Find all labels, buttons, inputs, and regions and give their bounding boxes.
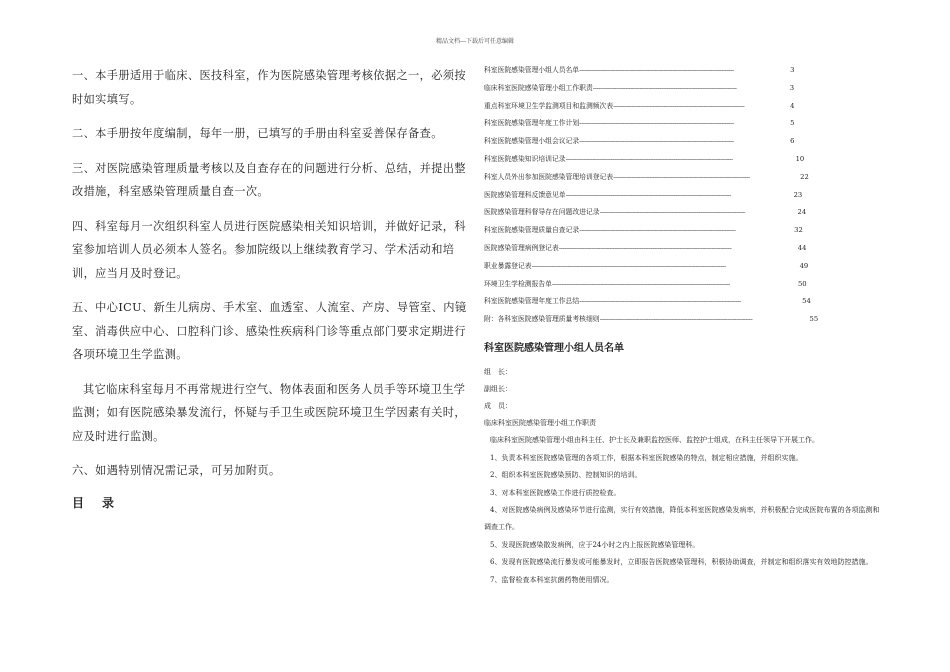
toc-leader: --------------------------------------------------------------------------------- (599, 208, 746, 217)
toc-item-title: 医院感染管理科督导存在问题改进记录 (484, 208, 600, 217)
toc-heading: 目录 (72, 495, 133, 510)
instruction-paragraph-1: 一、本手册适用于临床、医技科室，作为医院感染管理考核依据之一，必须按时如实填写。 (72, 69, 466, 106)
toc-item-title: 科室人员外出参加医院感染管理培训登记表 (484, 172, 614, 181)
toc-item[interactable] (484, 311, 880, 329)
toc-item-title: 科室医院感染管理质量自查记录 (484, 226, 580, 235)
toc-item[interactable] (484, 222, 880, 240)
toc-item-page: 50 (797, 279, 807, 288)
toc-leader: --------------------------------------------------------------------------------------------- (565, 154, 733, 163)
duty-item: 1、负责本科室医院感染管理的各项工作，根据本科室医院感染的特点，制定相应措施，并组织实施。 (490, 453, 803, 462)
toc-item-page: 55 (809, 315, 819, 324)
toc-leader: ------------------------------------------------------------------------- (613, 101, 745, 110)
toc-item[interactable] (484, 62, 880, 80)
toc-item-title: 重点科室环境卫生学监测项目和监测频次表 (484, 101, 614, 110)
duty-item: 3、对本科室医院感染工作进行质控检查。 (490, 488, 621, 497)
toc-leader: -------------------------------------------------------------------------------------- (579, 119, 734, 128)
toc-item-title: 医院感染管理科反馈意见单 (484, 190, 566, 199)
toc-item-page: 3 (790, 66, 795, 74)
toc-item-page: 44 (797, 243, 807, 252)
toc-item[interactable] (484, 80, 880, 98)
toc-item-title: 科室医院感染管理年度工作总结 (484, 297, 580, 306)
toc-item-page: 4 (790, 101, 795, 110)
instruction-paragraph-4: 四、科室每月一次组织科室人员进行医院感染相关知识培训，并做好记录，科室参加培训人员必须本人签名。参加院级以上继续教育学习、学术活动和培训，应当月及时登记。 (72, 219, 466, 280)
toc-item-page: 49 (799, 261, 809, 270)
toc-item[interactable] (484, 293, 880, 311)
toc-leader: ------------------------------------------------------------------------------------------------------------ (531, 261, 726, 270)
toc-item-page: 32 (794, 226, 803, 235)
toc-item[interactable] (484, 276, 880, 294)
member-row-deputy: 副组长： (484, 384, 512, 393)
duty-item: 2、组织本科室医院感染预防、控制知识的培训。 (490, 471, 642, 480)
toc-item-title: 职业暴露登记表 (484, 261, 532, 270)
toc-leader: ------------------------------------------------------------------------------------------------ (558, 243, 732, 252)
toc-item[interactable] (484, 187, 880, 205)
toc-leader: --------------------------------------------------------------------------------------------------- (551, 279, 730, 288)
duty-item: 5、发现医院感染散发病例，应于24小时之内上报医院感染管理科。 (490, 540, 700, 549)
header-note: 精品文档---下载后可任意编辑 (435, 38, 515, 45)
toc-item[interactable] (484, 169, 880, 187)
toc-item-page: 10 (795, 154, 805, 163)
duty-item: 4、对医院感染病例及感染环节进行监测，实行有效措施，降低本科室医院感染发病率，并积极配合完成医院布置的各项监测和调查工作。 (484, 505, 880, 532)
toc-item-title: 科室医院感染管理年度工作计划 (484, 119, 580, 128)
toc-item-title: 附：各科室医院感染管理质量考核细则 (484, 315, 600, 324)
toc-leader: ---------------------------------------------------------------------------- (613, 172, 750, 181)
toc-leader: -------------------------------------------------------------------------------------- (579, 137, 734, 146)
toc-item-page: 23 (793, 190, 803, 199)
duties-title: 临床科室医院感染管理小组工作职责 (484, 418, 596, 427)
duty-item: 7、监督检查本科室抗菌药物使用情况。 (490, 575, 614, 584)
toc-item[interactable] (484, 240, 880, 258)
toc-leader: ------------------------------------------------------------------------------------- (599, 315, 753, 324)
toc-item-title: 科室医院感染知识培训记录 (484, 154, 566, 163)
toc-leader: -------------------------------------------------------------------------------- (592, 83, 737, 92)
toc-item-title: 医院感染管理病例登记表 (484, 243, 559, 252)
toc-item[interactable] (484, 151, 880, 169)
toc-leader: ------------------------------------------------------------------------------------------ (579, 297, 741, 306)
duty-item: 6、发现有医院感染流行暴发或可能暴发时，立即报告医院感染管理科，积极协助调查，并制定和组织落实有效地防控措施。 (490, 558, 873, 567)
toc-item[interactable] (484, 258, 880, 276)
instruction-paragraph-3: 三、对医院感染管理质量考核以及自查存在的问题进行分析、总结，并提出整改措施，科室感染管理质量自查一次。 (72, 161, 466, 198)
toc-item-page: 3 (789, 83, 795, 92)
toc-item[interactable] (484, 98, 880, 116)
toc-item-page: 5 (790, 119, 795, 128)
toc-item[interactable] (484, 133, 880, 151)
toc-item-title: 科室医院感染管理小组人员名单 (484, 66, 580, 74)
instruction-paragraph-6: 其它临床科室每月不再常规进行空气、物体表面和医务人员手等环境卫生学监测；如有医院感染暴发流行，怀疑与手卫生或医院环境卫生学因素有关时，应及时进行监测。 (72, 382, 466, 443)
toc-item[interactable] (484, 204, 880, 222)
toc-item[interactable] (484, 115, 880, 133)
instructions-column (72, 64, 470, 511)
instruction-paragraph-5: 五、中心ICU、新生儿病房、手术室、血透室、人流室、产房、导管室、内镜室、消毒供应中心、口腔科门诊、感染性疾病科门诊等重点部门要求定期进行各项环境卫生学监测。 (72, 301, 467, 361)
member-row-members: 成 员： (484, 401, 512, 410)
duties-intro: 临床科室医院感染管理小组由科主任、护士长及兼职监控医师、监控护士组成，在科主任领导下开展工作。 (490, 436, 819, 445)
toc-item-title: 临床科室医院感染管理小组工作职责 (484, 83, 593, 92)
instruction-paragraph-7: 六、如遇特别情况需记录，可另加附页。 (72, 464, 281, 477)
member-row-leader: 组 长： (484, 367, 512, 376)
toc-list (484, 62, 880, 329)
toc-item-page: 6 (790, 137, 795, 146)
toc-leader: --------------------------------------------------------------------------------------- (579, 226, 736, 235)
toc-item-page: 22 (800, 172, 809, 181)
toc-item-page: 24 (797, 208, 807, 217)
toc-item-page: 54 (802, 297, 811, 306)
contents-column (484, 62, 880, 589)
toc-leader: -------------------------------------------------------------------------------------------- (565, 190, 731, 199)
instruction-paragraph-2: 二、本手册按年度编制，每年一册，已填写的手册由科室妥善保存备查。 (72, 127, 443, 140)
toc-leader: -------------------------------------------------------------------------------------- (579, 66, 734, 74)
toc-item-title: 科室医院感染管理小组会议记录 (484, 137, 580, 146)
toc-item-title: 环境卫生学检测报告单 (484, 279, 552, 288)
section-title: 科室医院感染管理小组人员名单 (484, 342, 624, 354)
